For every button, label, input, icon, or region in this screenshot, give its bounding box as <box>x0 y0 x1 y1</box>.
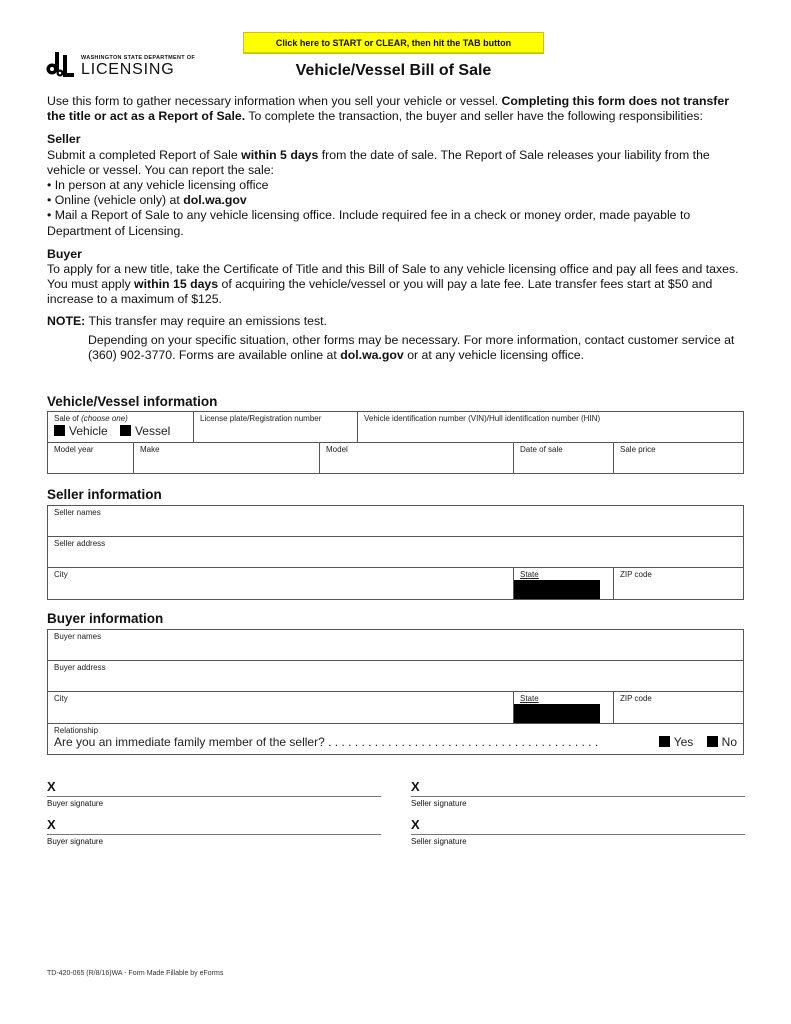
signature-x-mark: X <box>47 779 56 794</box>
vin-field[interactable] <box>358 412 744 443</box>
seller-text: Submit a completed Report of Sale <box>47 147 242 162</box>
vessel-option-label: Vessel <box>134 424 171 438</box>
signature-x-mark: X <box>411 779 420 794</box>
relationship-cell <box>48 724 744 755</box>
seller-state-dropdown[interactable] <box>514 580 600 599</box>
dol-logo-icon <box>46 52 74 78</box>
bullet-online <box>47 193 747 208</box>
vehicle-option-label: Vehicle <box>69 424 108 438</box>
intro-text: Use this form to gather necessary information when you sell your vehicle or vessel. <box>47 94 502 108</box>
logo-subtitle: WASHINGTON STATE DEPARTMENT OF <box>81 55 196 61</box>
note-label: NOTE: <box>47 313 86 328</box>
page-title: Vehicle/Vessel Bill of Sale <box>295 62 492 79</box>
signature-x-mark: X <box>47 817 56 832</box>
vehicle-info-table <box>47 411 744 443</box>
model-year-field[interactable] <box>48 443 134 474</box>
relationship-label: Relationship <box>54 726 99 735</box>
seller-state-label: State <box>520 570 539 579</box>
vessel-checkbox[interactable] <box>120 425 131 436</box>
intro-text-2: To complete the transaction, the buyer and seller have the following responsibilities: <box>245 109 703 124</box>
signature-line <box>47 834 381 835</box>
more-info-text: Depending on your specific situation, other forms may be necessary. For more information, contact customer service at (360) 902-3770. Forms are available online at <box>88 332 735 363</box>
buyer-signature-2[interactable] <box>47 817 381 846</box>
seller-city-field[interactable] <box>48 568 514 600</box>
seller-names-label: Seller names <box>54 508 101 517</box>
buyer-signature-label: Buyer signature <box>47 837 104 846</box>
signature-line <box>411 834 745 835</box>
license-plate-label: License plate/Registration number <box>200 414 322 423</box>
sale-price-label: Sale price <box>620 445 656 454</box>
model-field[interactable] <box>320 443 514 474</box>
sale-price-field[interactable] <box>614 443 744 474</box>
instructions <box>47 94 747 363</box>
license-plate-field[interactable] <box>194 412 358 443</box>
buyer-names-label: Buyer names <box>54 632 102 641</box>
sale-of-label: Sale of (choose one) <box>54 414 128 423</box>
seller-zip-label: ZIP code <box>620 570 652 579</box>
seller-signature-label: Seller signature <box>411 837 467 846</box>
seller-signature-1[interactable] <box>411 779 745 808</box>
vin-label: Vehicle identification number (VIN)/Hull identification number (HIN) <box>364 414 601 423</box>
logo-title: LICENSING <box>81 61 175 78</box>
seller-info-title: Seller information <box>47 487 162 502</box>
seller-state-field[interactable] <box>514 568 614 600</box>
buyer-signature-1[interactable] <box>47 779 381 808</box>
dol-link-2[interactable]: dol.wa.gov <box>340 348 404 363</box>
seller-deadline: within 5 days <box>241 147 319 162</box>
buyer-state-label: State <box>520 694 539 703</box>
buyer-zip-label: ZIP code <box>620 694 652 703</box>
buyer-info-title: Buyer information <box>47 611 164 626</box>
seller-city-label: City <box>54 570 68 579</box>
family-question: Are you an immediate family member of the seller? . . . . . . . . . . . . . . . . . . . . . . . . . . . . . . . . . . . . . . . . . <box>54 735 599 749</box>
dol-link[interactable]: dol.wa.gov <box>183 193 247 208</box>
buyer-signature-label: Buyer signature <box>47 799 104 808</box>
make-label: Make <box>140 445 160 454</box>
buyer-deadline: within 15 days <box>134 277 219 292</box>
bullet-in-person: • In person at any vehicle licensing office <box>47 178 269 193</box>
yes-label: Yes <box>673 735 694 749</box>
buyer-zip-field[interactable] <box>614 692 744 724</box>
more-info-text-2: or at any vehicle licensing office. <box>403 348 585 363</box>
seller-address-field[interactable] <box>48 537 744 568</box>
bullet-online-text: • Online (vehicle only) at <box>47 193 184 208</box>
seller-paragraph <box>47 148 747 178</box>
seller-signature-2[interactable] <box>411 817 745 846</box>
intro-bold: Completing this form does not transfer the title or act as a Report of Sale. <box>47 94 730 124</box>
vehicle-info-title: Vehicle/Vessel information <box>47 394 218 409</box>
buyer-address-field[interactable] <box>48 661 744 692</box>
signature-line <box>47 796 381 797</box>
no-label: No <box>721 735 737 749</box>
buyer-state-field[interactable] <box>514 692 614 724</box>
seller-heading: Seller <box>47 132 81 147</box>
buyer-text: To apply for a new title, take the Certificate of Title and this Bill of Sale to any vehicle licensing office and pay all fees and taxes. You must apply <box>47 262 739 292</box>
bullet-mail: • Mail a Report of Sale to any vehicle licensing office. Include required fee in a check or money order, made payable to Department of Licensing. <box>47 208 691 238</box>
seller-address-label: Seller address <box>54 539 106 548</box>
buyer-heading: Buyer <box>47 246 82 261</box>
signature-line <box>411 796 745 797</box>
signature-x-mark: X <box>411 817 420 832</box>
date-of-sale-label: Date of sale <box>520 445 563 454</box>
no-checkbox[interactable] <box>707 736 718 747</box>
seller-zip-field[interactable] <box>614 568 744 600</box>
buyer-text-2: of acquiring the vehicle/vessel or you will pay a late fee. Late transfer fees start at $50 and increase to a maximum of $125. <box>47 277 713 307</box>
model-year-label: Model year <box>54 445 94 454</box>
seller-info-table <box>47 505 744 600</box>
make-field[interactable] <box>134 443 320 474</box>
buyer-state-dropdown[interactable] <box>514 704 600 723</box>
note-text: This transfer may require an emissions test. <box>85 313 327 328</box>
more-info <box>47 333 747 363</box>
date-of-sale-field[interactable] <box>514 443 614 474</box>
seller-names-field[interactable] <box>48 506 744 537</box>
buyer-names-field[interactable] <box>48 630 744 661</box>
sale-of-cell <box>48 412 194 443</box>
buyer-paragraph <box>47 262 747 308</box>
buyer-city-field[interactable] <box>48 692 514 724</box>
seller-text-2: from the date of sale. The Report of Sale releases your liability from the vehicle or vessel. You can report the sale: <box>47 147 710 177</box>
buyer-address-label: Buyer address <box>54 663 106 672</box>
vehicle-info-table-2 <box>47 442 744 474</box>
buyer-info-table <box>47 629 744 755</box>
form-footer: TD-420-065 (R/8/16)WA - Form Made Fillable by eForms <box>47 970 224 977</box>
vehicle-checkbox[interactable] <box>54 425 65 436</box>
buyer-city-label: City <box>54 694 68 703</box>
seller-signature-label: Seller signature <box>411 799 467 808</box>
model-label: Model <box>326 445 348 454</box>
intro-paragraph <box>47 94 747 124</box>
yes-checkbox[interactable] <box>659 736 670 747</box>
start-clear-button[interactable]: Click here to START or CLEAR, then hit the TAB button <box>243 32 544 54</box>
note <box>47 314 747 329</box>
dol-logo <box>46 50 196 80</box>
